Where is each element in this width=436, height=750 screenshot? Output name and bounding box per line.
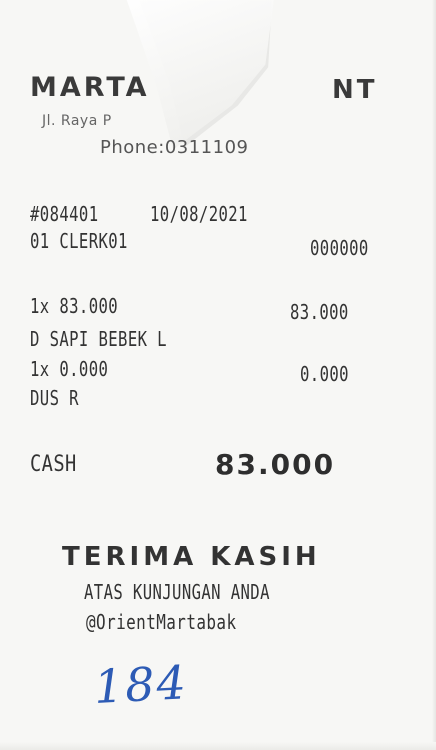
item-name: DUS R — [30, 386, 79, 410]
handwritten-note: 184 — [92, 655, 190, 714]
item-total: 0.000 — [300, 362, 349, 386]
item-qty-price: 1x 0.000 — [30, 357, 109, 381]
transaction-number: #084401 — [30, 202, 99, 226]
item-total: 83.000 — [290, 300, 349, 324]
store-phone: Phone:0311109 — [100, 137, 249, 158]
payment-label: CASH — [30, 452, 77, 477]
paper-edge-bottom — [0, 742, 436, 750]
store-name-end: NT — [332, 75, 378, 105]
paper-edge-right — [432, 0, 436, 750]
transaction-date: 10/08/2021 — [150, 202, 248, 226]
payment-amount: 83.000 — [215, 448, 336, 481]
store-address: Jl. Raya P — [42, 113, 112, 129]
item-name: D SAPI BEBEK L — [30, 327, 167, 351]
clerk-code: 000000 — [310, 236, 369, 260]
store-name: MARTA — [30, 72, 150, 103]
item-qty-price: 1x 83.000 — [30, 294, 119, 318]
visit-message: ATAS KUNJUNGAN ANDA — [84, 580, 270, 604]
thank-you-message: TERIMA KASIH — [62, 542, 321, 572]
clerk-id: 01 CLERK01 — [30, 229, 128, 253]
instagram-handle: @OrientMartabak — [86, 610, 237, 634]
